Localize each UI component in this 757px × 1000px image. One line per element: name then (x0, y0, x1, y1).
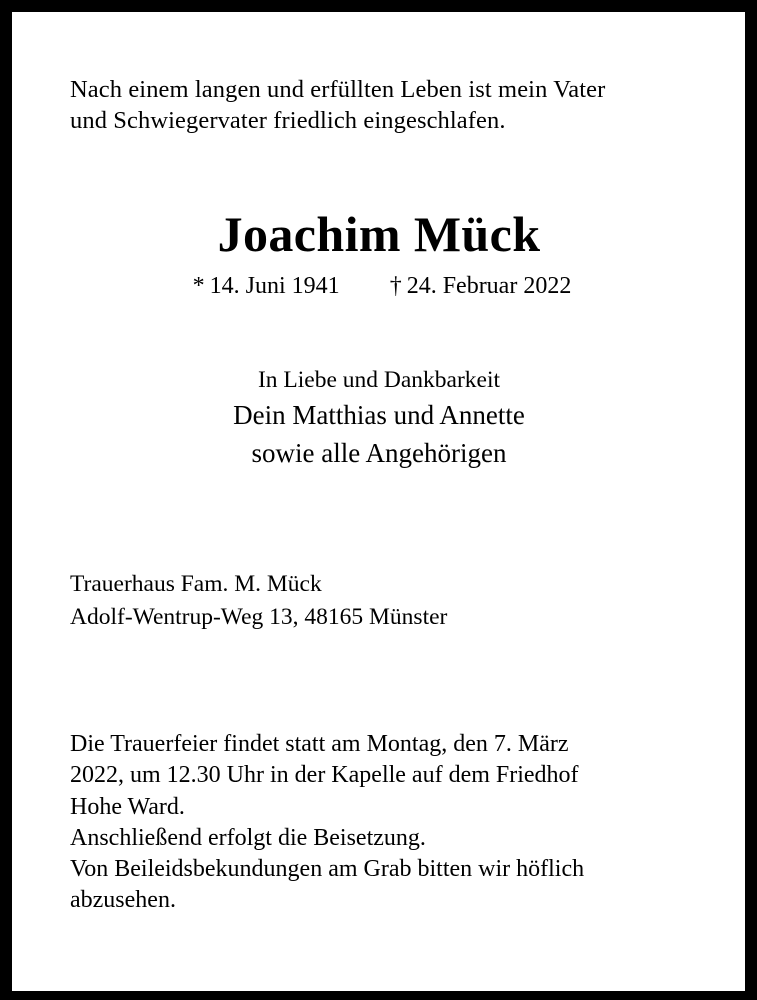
obituary-notice (12, 12, 745, 991)
death-date: 24. Februar 2022 (406, 272, 572, 299)
address-line-2: Adolf-Wentrup-Weg 13, 48165 Münster (70, 603, 448, 630)
death-dagger-icon: † (389, 272, 402, 299)
birth-date: 14. Juni 1941 (209, 272, 340, 299)
birth-star-icon: * (192, 272, 205, 299)
address-line-1: Trauerhaus Fam. M. Mück (70, 571, 322, 598)
dedication-text (70, 365, 688, 473)
death-date-item (390, 272, 572, 301)
service-line-4: Anschließend erfolgt die Beisetzung. (70, 824, 426, 851)
dedication-line-1: In Liebe und Dankbarkeit (257, 366, 501, 393)
service-line-3: Hohe Ward. (70, 793, 185, 820)
mourning-house-address (70, 568, 688, 633)
service-paragraph-ceremony (70, 729, 688, 823)
service-line-6: abzusehen. (70, 887, 176, 914)
life-dates (70, 272, 688, 301)
intro-line-2: und Schwiegervater friedlich eingeschlafen. (70, 107, 506, 135)
funeral-service-details (70, 729, 688, 916)
birth-date-item (193, 272, 340, 301)
intro-text (70, 12, 688, 136)
service-paragraph-burial (70, 823, 688, 917)
dedication-line-2: Dein Matthias und Annette (233, 399, 525, 430)
deceased-name: Joachim Mück (217, 206, 541, 263)
service-line-1: Die Trauerfeier findet statt am Montag, den 7. März (70, 731, 569, 758)
service-line-2: 2022, um 12.30 Uhr in der Kapelle auf dem Friedhof (70, 762, 579, 789)
dedication-line-3: sowie alle Angehörigen (251, 438, 507, 469)
deceased-name-block (70, 208, 688, 300)
service-line-5: Von Beileidsbekundungen am Grab bitten wir höflich (70, 856, 585, 883)
intro-line-1: Nach einem langen und erfüllten Leben ist mein Vater (70, 76, 606, 103)
